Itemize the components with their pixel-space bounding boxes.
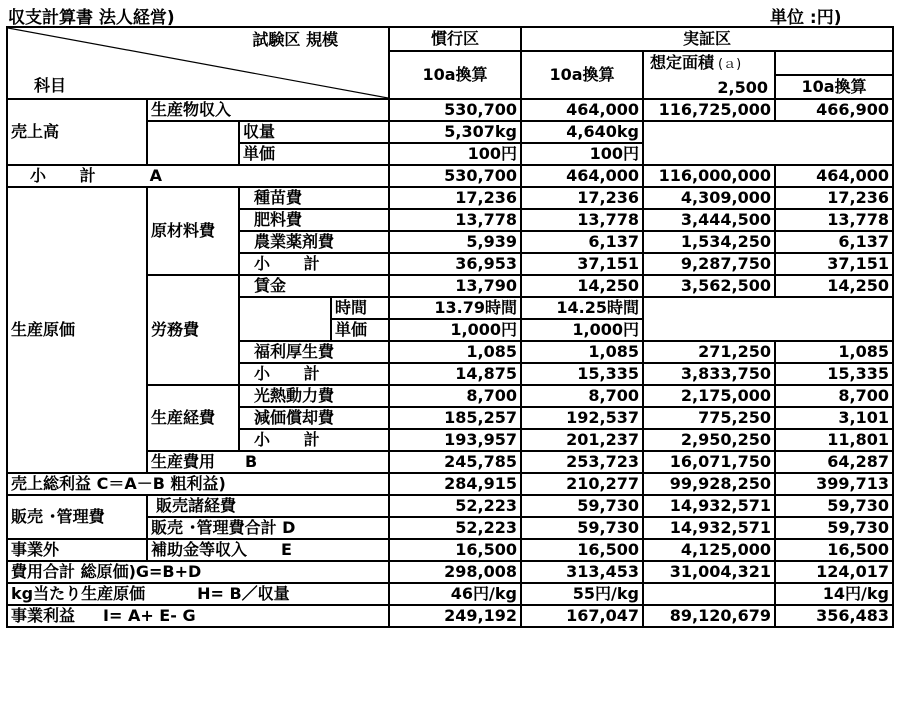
cell-exp-sub-demo: 201,237 bbox=[521, 429, 643, 451]
header-corner-cell bbox=[7, 27, 389, 99]
cell-product-demo: 464,000 bbox=[521, 99, 643, 121]
category-sales: 売上高 bbox=[7, 99, 147, 165]
cell-util-demo10a: 8,700 bbox=[775, 385, 893, 407]
row-label-labor-subtotal: 小 計 bbox=[239, 363, 389, 385]
cell-cpk-demo10a: 14円/kg bbox=[775, 583, 893, 605]
cell-total-cost-demo: 313,453 bbox=[521, 561, 643, 583]
cell-dep-conv: 185,257 bbox=[389, 407, 521, 429]
cell-selling-conv: 52,223 bbox=[389, 495, 521, 517]
cell-prod-total-demo10a: 64,287 bbox=[775, 451, 893, 473]
assumed-area-box bbox=[647, 52, 771, 98]
cell-dep-area: 775,250 bbox=[643, 407, 775, 429]
cell-product-area: 116,725,000 bbox=[643, 99, 775, 121]
cell-pest-demo: 6,137 bbox=[521, 231, 643, 253]
row-label-rate: 単価 bbox=[331, 319, 389, 341]
row-label-seed: 種苗費 bbox=[239, 187, 389, 209]
cell-gross-conv: 284,915 bbox=[389, 473, 521, 495]
cell-sales-sub-demo10a: 464,000 bbox=[775, 165, 893, 187]
cell-util-demo: 8,700 bbox=[521, 385, 643, 407]
cell-profit-demo: 167,047 bbox=[521, 605, 643, 627]
cell-subsidy-conv: 16,500 bbox=[389, 539, 521, 561]
cell-mat-sub-demo10a: 37,151 bbox=[775, 253, 893, 275]
cell-fert-conv: 13,778 bbox=[389, 209, 521, 231]
cell-yield-conv: 5,307kg bbox=[389, 121, 521, 143]
income-statement-table bbox=[6, 26, 894, 628]
area-unit: (ａ) bbox=[718, 57, 742, 72]
cell-mat-sub-conv: 36,953 bbox=[389, 253, 521, 275]
cell-sga-total-demo: 59,730 bbox=[521, 517, 643, 539]
assumed-area-value: 2,500 bbox=[717, 78, 768, 97]
row-label-total-cost: 費用合計 総原価)G=B+D bbox=[7, 561, 389, 583]
cell-profit-demo10a: 356,483 bbox=[775, 605, 893, 627]
row-label-pesticide: 農業薬剤費 bbox=[239, 231, 389, 253]
row-label-cost-per-kg: kg当たり生産原価 H= B／収量 bbox=[7, 583, 389, 605]
row-label-sga-total: 販売 ･管理費合計 D bbox=[147, 517, 389, 539]
cell-selling-area: 14,932,571 bbox=[643, 495, 775, 517]
cell-rate-conv: 1,000円 bbox=[389, 319, 521, 341]
cell-yield-demo: 4,640kg bbox=[521, 121, 643, 143]
cell-price-conv: 100円 bbox=[389, 143, 521, 165]
cell-fert-demo10a: 13,778 bbox=[775, 209, 893, 231]
cell-welfare-demo: 1,085 bbox=[521, 341, 643, 363]
cell-price-demo: 100円 bbox=[521, 143, 643, 165]
assumed-area-label: 想定面積 (ａ) bbox=[650, 53, 742, 72]
cell-rate-demo: 1,000円 bbox=[521, 319, 643, 341]
cell-total-cost-conv: 298,008 bbox=[389, 561, 521, 583]
header-corner-bottom: 科目 bbox=[34, 76, 67, 95]
row-label-wage: 賃金 bbox=[239, 275, 389, 297]
category-production-cost: 生産原価 bbox=[7, 187, 147, 473]
cell-cpk-conv: 46円/kg bbox=[389, 583, 521, 605]
cell-gross-demo: 210,277 bbox=[521, 473, 643, 495]
cell-dep-demo10a: 3,101 bbox=[775, 407, 893, 429]
row-label-gross-profit: 売上総利益 C＝A－B 粗利益) bbox=[7, 473, 389, 495]
cell-seed-conv: 17,236 bbox=[389, 187, 521, 209]
blank-cell bbox=[643, 297, 893, 341]
cell-cpk-area bbox=[643, 583, 775, 605]
cell-welfare-area: 271,250 bbox=[643, 341, 775, 363]
cell-welfare-conv: 1,085 bbox=[389, 341, 521, 363]
row-label-product-revenue: 生産物収入 bbox=[147, 99, 389, 121]
header-assumed-area bbox=[643, 51, 775, 99]
category-sga: 販売 ･管理費 bbox=[7, 495, 147, 539]
cell-gross-demo10a: 399,713 bbox=[775, 473, 893, 495]
cell-fert-area: 3,444,500 bbox=[643, 209, 775, 231]
cell-product-demo10a: 466,900 bbox=[775, 99, 893, 121]
blank-cell bbox=[643, 121, 893, 165]
cell-seed-demo: 17,236 bbox=[521, 187, 643, 209]
unit-label: 単位 :円) bbox=[770, 8, 842, 28]
cell-total-cost-demo10a: 124,017 bbox=[775, 561, 893, 583]
group-production-expenses: 生産経費 bbox=[147, 385, 239, 451]
cell-gross-area: 99,928,250 bbox=[643, 473, 775, 495]
cell-exp-sub-demo10a: 11,801 bbox=[775, 429, 893, 451]
row-label-expenses-subtotal: 小 計 bbox=[239, 429, 389, 451]
row-label-unit-price: 単価 bbox=[239, 143, 389, 165]
cell-subsidy-demo: 16,500 bbox=[521, 539, 643, 561]
cell-prod-total-conv: 245,785 bbox=[389, 451, 521, 473]
cell-prod-total-demo: 253,723 bbox=[521, 451, 643, 473]
cell-mat-sub-area: 9,287,750 bbox=[643, 253, 775, 275]
cell-sales-sub-area: 116,000,000 bbox=[643, 165, 775, 187]
row-label-fertilizer: 肥料費 bbox=[239, 209, 389, 231]
row-label-utilities: 光熱動力費 bbox=[239, 385, 389, 407]
cell-sga-total-conv: 52,223 bbox=[389, 517, 521, 539]
header-conventional-per10a: 10a換算 bbox=[389, 51, 521, 99]
cell-wage-conv: 13,790 bbox=[389, 275, 521, 297]
cell-profit-conv: 249,192 bbox=[389, 605, 521, 627]
cell-mat-sub-demo: 37,151 bbox=[521, 253, 643, 275]
row-label-subsidy: 補助金等収入 E bbox=[147, 539, 389, 561]
row-label-business-profit: 事業利益 I= A+ E- G bbox=[7, 605, 389, 627]
row-label-production-total: 生産費用 B bbox=[147, 451, 389, 473]
cell-labor-sub-demo: 15,335 bbox=[521, 363, 643, 385]
cell-selling-demo10a: 59,730 bbox=[775, 495, 893, 517]
blank-cell bbox=[147, 121, 239, 165]
cell-hours-conv: 13.79時間 bbox=[389, 297, 521, 319]
cell-selling-demo: 59,730 bbox=[521, 495, 643, 517]
header-blank bbox=[775, 51, 893, 75]
document-title: 収支計算書 法人経営) bbox=[8, 8, 175, 28]
row-label-sales-subtotal: 小 計 A bbox=[7, 165, 389, 187]
cell-cpk-demo: 55円/kg bbox=[521, 583, 643, 605]
group-materials: 原材料費 bbox=[147, 187, 239, 275]
cell-seed-area: 4,309,000 bbox=[643, 187, 775, 209]
cell-subsidy-demo10a: 16,500 bbox=[775, 539, 893, 561]
cell-product-conv: 530,700 bbox=[389, 99, 521, 121]
cell-prod-total-area: 16,071,750 bbox=[643, 451, 775, 473]
header-conventional: 慣行区 bbox=[389, 27, 521, 51]
cell-dep-demo: 192,537 bbox=[521, 407, 643, 429]
cell-wage-demo10a: 14,250 bbox=[775, 275, 893, 297]
row-label-yield: 収量 bbox=[239, 121, 389, 143]
cell-profit-area: 89,120,679 bbox=[643, 605, 775, 627]
cell-subsidy-area: 4,125,000 bbox=[643, 539, 775, 561]
cell-wage-demo: 14,250 bbox=[521, 275, 643, 297]
cell-fert-demo: 13,778 bbox=[521, 209, 643, 231]
row-label-hours: 時間 bbox=[331, 297, 389, 319]
title-bar bbox=[0, 0, 900, 26]
cell-sga-total-demo10a: 59,730 bbox=[775, 517, 893, 539]
cell-labor-sub-conv: 14,875 bbox=[389, 363, 521, 385]
group-labor: 労務費 bbox=[147, 275, 239, 385]
row-label-materials-subtotal: 小 計 bbox=[239, 253, 389, 275]
header-demo-per10a: 10a換算 bbox=[521, 51, 643, 99]
cell-welfare-demo10a: 1,085 bbox=[775, 341, 893, 363]
header-demonstration: 実証区 bbox=[521, 27, 893, 51]
cell-pest-demo10a: 6,137 bbox=[775, 231, 893, 253]
cell-sales-sub-demo: 464,000 bbox=[521, 165, 643, 187]
row-label-welfare: 福利厚生費 bbox=[239, 341, 389, 363]
cell-exp-sub-conv: 193,957 bbox=[389, 429, 521, 451]
cell-labor-sub-area: 3,833,750 bbox=[643, 363, 775, 385]
category-non-operating: 事業外 bbox=[7, 539, 147, 561]
cell-labor-sub-demo10a: 15,335 bbox=[775, 363, 893, 385]
cell-util-conv: 8,700 bbox=[389, 385, 521, 407]
cell-sales-sub-conv: 530,700 bbox=[389, 165, 521, 187]
cell-util-area: 2,175,000 bbox=[643, 385, 775, 407]
cell-hours-demo: 14.25時間 bbox=[521, 297, 643, 319]
blank-cell bbox=[239, 297, 331, 341]
header-corner-top: 試験区 規模 bbox=[252, 30, 338, 49]
cell-pest-area: 1,534,250 bbox=[643, 231, 775, 253]
row-label-selling-expenses: 販売諸経費 bbox=[147, 495, 389, 517]
cell-sga-total-area: 14,932,571 bbox=[643, 517, 775, 539]
cell-wage-area: 3,562,500 bbox=[643, 275, 775, 297]
cell-pest-conv: 5,939 bbox=[389, 231, 521, 253]
cell-seed-demo10a: 17,236 bbox=[775, 187, 893, 209]
header-demo-area-per10a: 10a換算 bbox=[775, 75, 893, 99]
cell-total-cost-area: 31,004,321 bbox=[643, 561, 775, 583]
row-label-depreciation: 減価償却費 bbox=[239, 407, 389, 429]
cell-exp-sub-area: 2,950,250 bbox=[643, 429, 775, 451]
